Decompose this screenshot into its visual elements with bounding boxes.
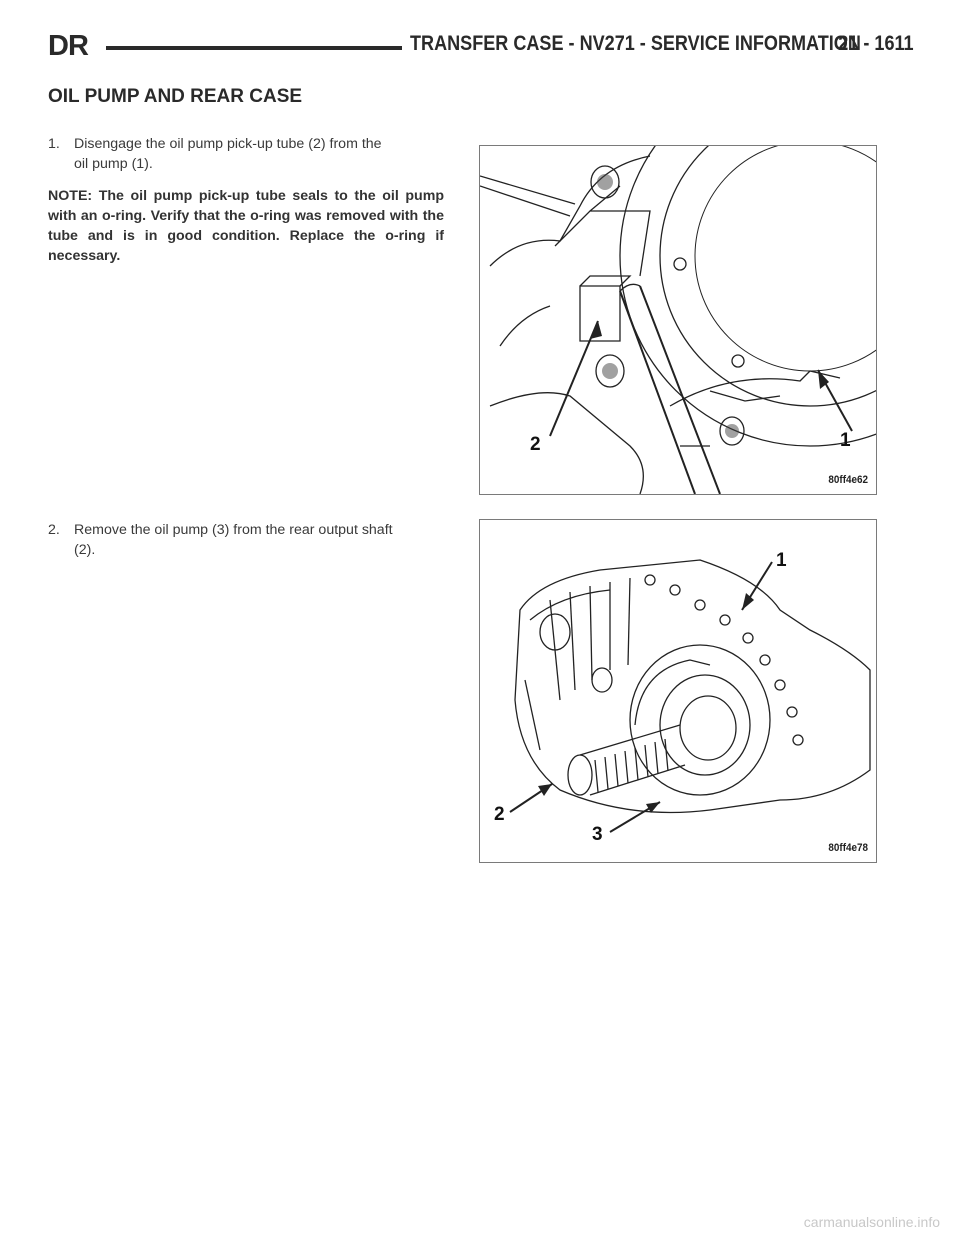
figure-oil-pump-removal xyxy=(479,519,877,863)
page-number: 21 - 1611 xyxy=(838,32,914,55)
figure-code: 80ff4e62 xyxy=(828,474,868,486)
header-title: TRANSFER CASE - NV271 - SERVICE INFORMATION xyxy=(410,32,861,55)
footer-watermark: carmanualsonline.info xyxy=(803,1214,940,1230)
callout-1: 1 xyxy=(776,550,787,571)
step-text-line2: oil pump (1). xyxy=(74,156,153,172)
note-text: NOTE: The oil pump pick-up tube seals to the oil pump with an o-ring. Verify that the o-ring was removed with the tube and is in good condition. Replace the o-ring if necessary. xyxy=(48,188,444,264)
step-text-line2: (2). xyxy=(74,542,96,558)
page-header xyxy=(48,30,914,70)
section-title: OIL PUMP AND REAR CASE xyxy=(48,86,303,107)
callout-2: 2 xyxy=(530,434,541,455)
step-number: 1. xyxy=(48,136,60,152)
header-rule xyxy=(106,46,402,50)
step-number: 2. xyxy=(48,522,60,538)
callout-2: 2 xyxy=(494,804,505,825)
step-1 xyxy=(48,134,444,174)
step-text-line1: Disengage the oil pump pick-up tube (2) from the xyxy=(74,136,382,152)
callout-3: 3 xyxy=(592,824,603,845)
callout-1: 1 xyxy=(840,430,851,451)
oil-pump-removal-illustration xyxy=(480,520,876,862)
step-text-line1: Remove the oil pump (3) from the rear output shaft xyxy=(74,522,393,538)
figure-code: 80ff4e78 xyxy=(828,842,868,854)
step-2 xyxy=(48,520,444,560)
figure-oil-pump-pickup-tube xyxy=(479,145,877,495)
model-code: DR xyxy=(48,30,88,62)
